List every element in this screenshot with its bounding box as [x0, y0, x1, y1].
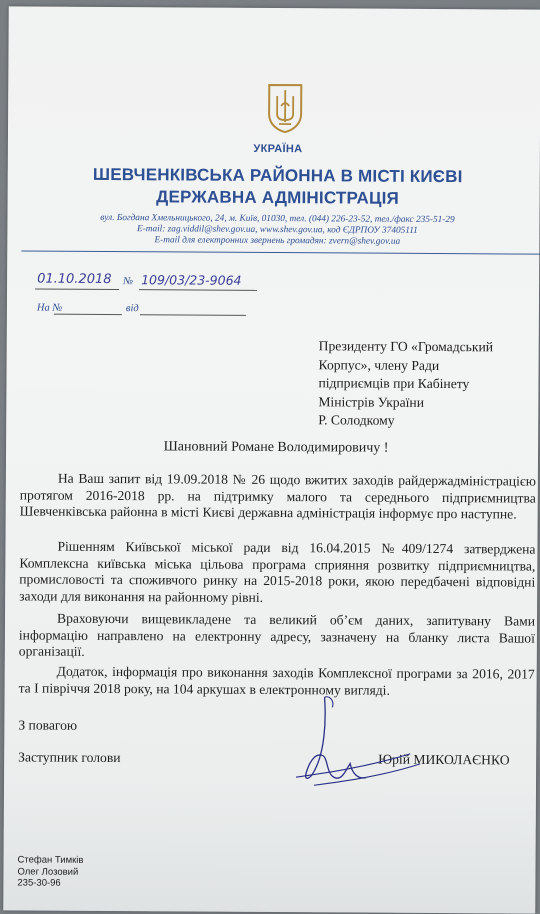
addressee-line: підприємців при Кабінету — [318, 375, 470, 392]
body-paragraph: Враховуючи вищевикладене та великий об’єм даних, запитувану Вами інформацію направлено на електронну адресу, зазначену на бланку листа Вашої організації. — [18, 610, 536, 660]
addressee-line: Корпус», члену Ради — [318, 356, 440, 373]
handwritten-signature — [284, 693, 425, 794]
date-underline — [35, 289, 119, 291]
address-line: вул. Богдана Хмельницького, 24, м. Київ, 01030, тел. (044) 226-23-52, тел./факс 235-51-29 — [100, 212, 455, 226]
ref-date-label: від — [125, 303, 139, 315]
header-divider — [21, 250, 540, 254]
addressee-block — [318, 337, 529, 431]
body-paragraph: Рішенням Київської міської ради від 16.04.2015 №409/1274 затверджена Комплексна київська міська цільова програма сприяння розвитку підприємництва, промисловості та споживчого ринку на 2015-2018 роки, якою передбачені відповідні заходи для виконання на районному рівні. — [19, 538, 536, 606]
body-paragraph: Додаток, інформація про виконання заходів Комплексної програми за 2016, 2017 та I півріччя 2018 року, на 104 аркушах в електронному вигляді. — [18, 663, 535, 698]
letter-sheet — [3, 6, 540, 913]
addressee-line: Р. Солодкому — [318, 412, 395, 428]
body-paragraph: На Ваш запит від 19.09.2018 № 26 щодо вжитих заходів райдержадміністрацією протягом 2016-2018 рр. на підтримку малого та середнього підприємництва Шевченківська районна в місті Києві державна адміністрація інформує про наступне. — [19, 470, 536, 522]
executor-line: Стефан Тимків — [17, 854, 84, 866]
executor-line: 235-30-96 — [17, 877, 61, 889]
org-title-line1: ШЕВЧЕНКІВСЬКА РАЙОННА В МІСТІ КИЄВІ — [92, 164, 463, 187]
country-name: УКРАЇНА — [253, 142, 303, 156]
number-underline — [139, 289, 257, 291]
email-line: E-mail: zag.viddil@shev.gov.ua, www.shev.gov.ua, код ЄДРПОУ 37405111 — [136, 224, 418, 236]
number-label: № — [123, 276, 134, 288]
ref-date-underline — [140, 314, 246, 316]
executor-line: Олег Лозовий — [17, 865, 79, 878]
closing: З повагою — [18, 717, 78, 733]
outgoing-date: 01.10.2018 — [37, 271, 112, 288]
org-title-line2: ДЕРЖАВНА АДМІНІСТРАЦІЯ — [156, 187, 400, 208]
complaints-email-line: E-mail для електронних звернень громадян: zvern@shev.gov.ua — [154, 235, 401, 247]
signer-name: Юрій МИКОЛАЄНКО — [378, 751, 510, 768]
trident-emblem-icon — [265, 82, 305, 134]
salutation: Шановний Романе Володимировичу ! — [163, 439, 389, 456]
outgoing-number: 109/03/23-9064 — [141, 272, 242, 288]
ref-number-label: На № — [36, 302, 63, 314]
ref-number-underline — [54, 314, 122, 315]
addressee-line: Президенту ГО «Громадський — [318, 338, 494, 355]
signer-title: Заступник голови — [18, 749, 121, 766]
executor-block — [17, 854, 83, 889]
addressee-line: Міністрів України — [318, 393, 425, 410]
